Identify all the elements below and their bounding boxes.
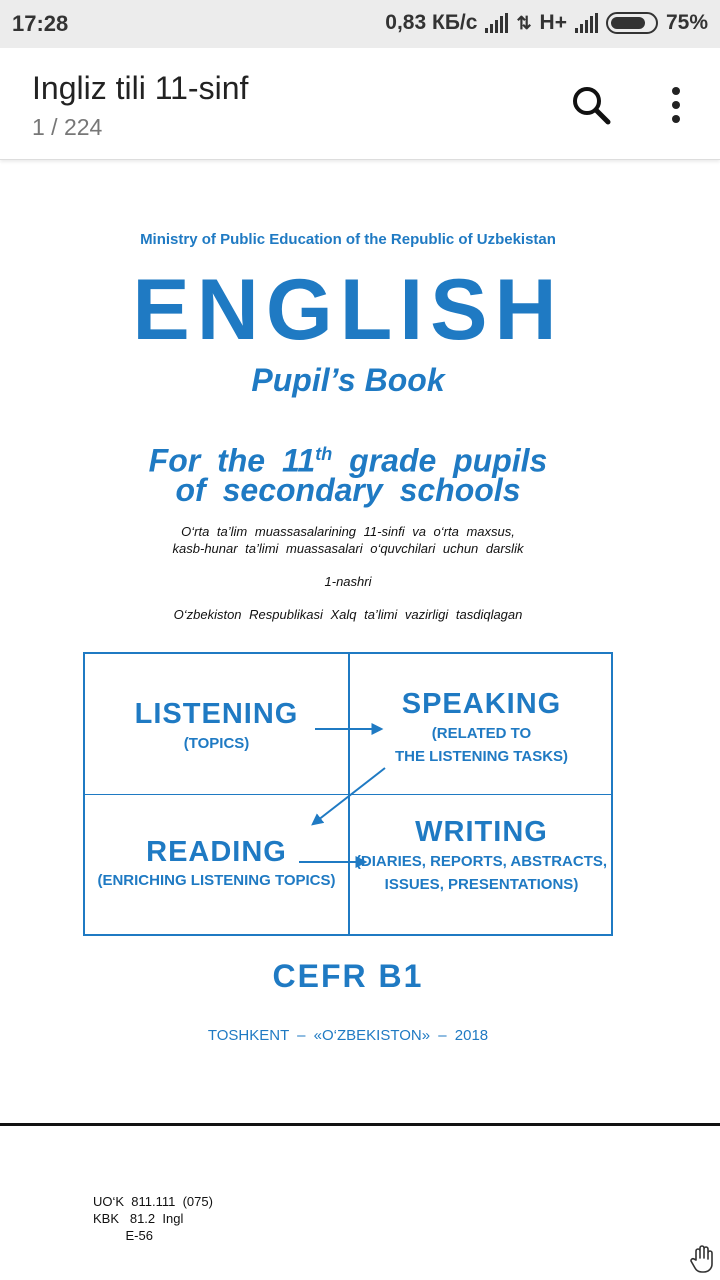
reading-label: READING <box>146 836 287 868</box>
battery-icon <box>606 12 658 34</box>
description-line-2: kasb-hunar ta’limi muassasalari o‘quvchilari uchun darslik <box>172 541 524 556</box>
network-type: H+ <box>539 11 567 34</box>
status-time: 17:28 <box>12 11 69 36</box>
approval-line: O‘zbekiston Respublikasi Xalq ta’limi vazirligi tasdiqlagan <box>173 607 523 622</box>
document-title: Ingliz tili 11-sinf <box>32 70 249 106</box>
listening-label: LISTENING <box>134 698 299 730</box>
data-arrows-icon: ⇅ <box>516 12 532 33</box>
writing-sub-2: ISSUES, PRESENTATIONS) <box>384 876 579 893</box>
speaking-sub-1: (RELATED TO <box>431 725 532 742</box>
cefr-level: CEFR B1 <box>272 958 424 994</box>
arrow-speaking-to-reading <box>313 768 385 824</box>
network-speed: 0,83 КБ/с <box>385 11 478 34</box>
book-subtitle: Pupil’s Book <box>251 362 445 398</box>
signal-icon-2 <box>575 13 598 33</box>
description-line-1: O‘rta ta’lim muassasalarining 11-sinfi va o‘rta maxsus, <box>181 524 515 539</box>
grade-line-1-b: grade pupils <box>332 442 548 479</box>
more-vert-icon[interactable] <box>656 82 696 128</box>
status-bar <box>0 0 720 48</box>
writing-label: WRITING <box>415 816 548 848</box>
hand-pan-icon[interactable] <box>690 1244 718 1274</box>
grade-sup: th <box>315 444 333 464</box>
status-indicators <box>385 11 708 35</box>
publisher-line: TOSHKENT – «O‘ZBEKISTON» – 2018 <box>207 1027 489 1044</box>
speaking-sub-2: THE LISTENING TASKS) <box>394 748 569 765</box>
ministry-heading: Ministry of Public Education of the Republic of Uzbekistan <box>140 231 556 248</box>
edition: 1-nashri <box>324 574 372 589</box>
writing-sub-1: (DIARIES, REPORTS, ABSTRACTS, <box>355 853 608 870</box>
battery-level: 75% <box>665 11 708 34</box>
speaking-label: SPEAKING <box>401 688 562 720</box>
author-code: E-56 <box>93 1228 153 1243</box>
skills-diagram <box>83 652 613 936</box>
search-icon[interactable] <box>568 82 614 128</box>
pdf-page-2-bibliographic <box>93 1193 213 1244</box>
flow-arrows <box>85 654 615 938</box>
listening-sub: (TOPICS) <box>183 735 250 752</box>
page-divider <box>0 1123 720 1126</box>
udk-code: UO‘K 811.111 (075) <box>93 1194 213 1209</box>
signal-icon <box>485 13 508 33</box>
book-title: ENGLISH <box>132 262 564 358</box>
kbk-code: KBK 81.2 Ingl <box>93 1211 184 1226</box>
grade-line-2: of secondary schools <box>175 472 521 508</box>
grade-line-1-a: For the 11 <box>148 442 316 479</box>
reading-sub: (ENRICHING LISTENING TOPICS) <box>97 872 336 889</box>
page-indicator: 1 / 224 <box>32 114 103 140</box>
app-bar <box>0 48 720 160</box>
